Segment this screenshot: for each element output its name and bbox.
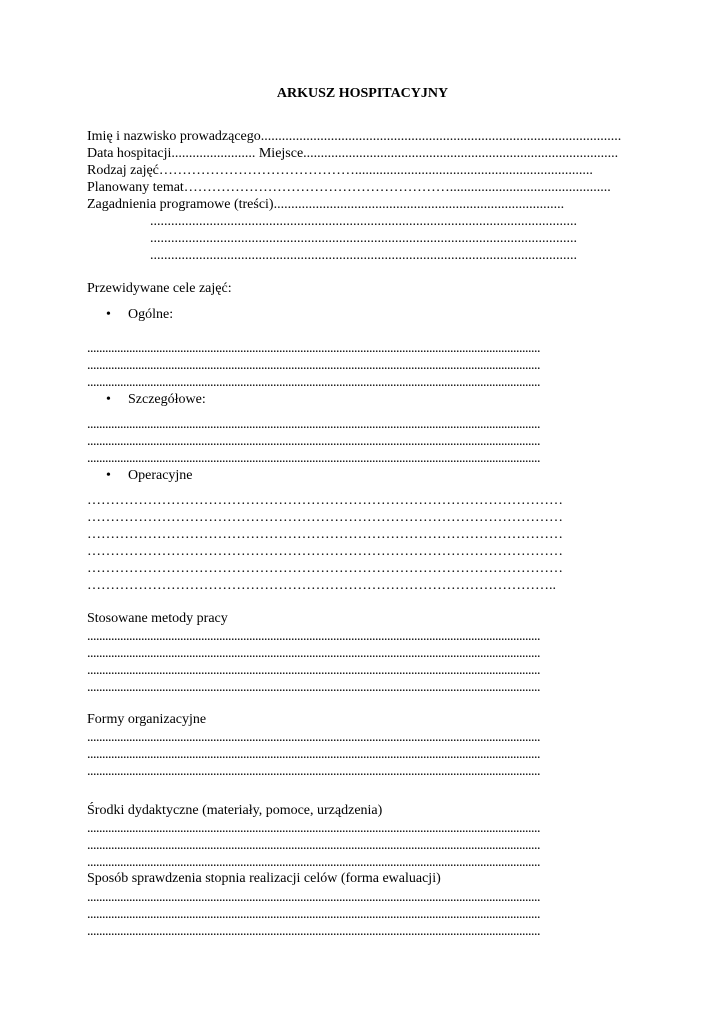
- program-topics-line[interactable]: ..........................................................................................................................: [150, 248, 577, 263]
- specific-goals-line[interactable]: .......................................................................................................................................................: [87, 451, 540, 466]
- operational-goals-line[interactable]: …………………………………………………………………………………………: [87, 544, 563, 559]
- general-goals-line[interactable]: .......................................................................................................................................................: [87, 341, 540, 356]
- forms-line[interactable]: .......................................................................................................................................................: [87, 747, 540, 762]
- operational-goals-line[interactable]: …………………………………………………………………………………………: [87, 510, 563, 525]
- bullet-icon: •: [106, 392, 111, 407]
- teacher-name-field[interactable]: Imię i nazwisko prowadzącego.......................................................................................................: [87, 129, 622, 144]
- means-line[interactable]: .......................................................................................................................................................: [87, 838, 540, 853]
- program-topics-line[interactable]: ..........................................................................................................................: [150, 231, 577, 246]
- general-goals-label: Ogólne:: [128, 307, 174, 322]
- document-title: ARKUSZ HOSPITACYJNY: [276, 86, 449, 101]
- bullet-icon: •: [106, 307, 111, 322]
- evaluation-heading: Sposób sprawdzenia stopnia realizacji celów (forma ewaluacji): [87, 871, 441, 886]
- means-line[interactable]: .......................................................................................................................................................: [87, 821, 540, 836]
- forms-line[interactable]: .......................................................................................................................................................: [87, 764, 540, 779]
- program-topics-field[interactable]: Zagadnienia programowe (treści)...................................................................................: [87, 197, 565, 212]
- methods-line[interactable]: .......................................................................................................................................................: [87, 629, 540, 644]
- specific-goals-item: [106, 391, 206, 408]
- planned-topic-field[interactable]: Planowany temat…………………………………………………..............................................: [87, 180, 611, 195]
- methods-heading: Stosowane metody pracy: [87, 611, 228, 626]
- operational-goals-item: [106, 467, 193, 484]
- goals-heading: Przewidywane cele zajęć:: [87, 281, 232, 296]
- general-goals-item: [106, 306, 173, 323]
- means-line[interactable]: .......................................................................................................................................................: [87, 855, 540, 870]
- methods-line[interactable]: .......................................................................................................................................................: [87, 680, 540, 695]
- forms-line[interactable]: .......................................................................................................................................................: [87, 730, 540, 745]
- methods-line[interactable]: .......................................................................................................................................................: [87, 663, 540, 678]
- evaluation-line[interactable]: .......................................................................................................................................................: [87, 924, 540, 939]
- program-topics-line[interactable]: ..........................................................................................................................: [150, 214, 577, 229]
- forms-heading: Formy organizacyjne: [87, 712, 207, 727]
- specific-goals-line[interactable]: .......................................................................................................................................................: [87, 434, 540, 449]
- bullet-icon: •: [106, 468, 111, 483]
- general-goals-line[interactable]: .......................................................................................................................................................: [87, 375, 540, 390]
- means-heading: Środki dydaktyczne (materiały, pomoce, urządzenia): [87, 803, 383, 818]
- operational-goals-label: Operacyjne: [128, 468, 193, 483]
- operational-goals-line[interactable]: …………………………………………………………………………………………: [87, 493, 563, 508]
- date-place-field[interactable]: Data hospitacji........................ Miejsce..........................................................................................: [87, 146, 619, 161]
- evaluation-line[interactable]: .......................................................................................................................................................: [87, 890, 540, 905]
- operational-goals-line[interactable]: …………………………………………………………………………………………: [87, 561, 563, 576]
- class-type-field[interactable]: Rodzaj zajęć……………………………………....................................................................: [87, 163, 593, 178]
- specific-goals-label: Szczegółowe:: [128, 392, 206, 407]
- methods-line[interactable]: .......................................................................................................................................................: [87, 646, 540, 661]
- general-goals-line[interactable]: .......................................................................................................................................................: [87, 358, 540, 373]
- evaluation-line[interactable]: .......................................................................................................................................................: [87, 907, 540, 922]
- operational-goals-line[interactable]: …………………………………………………………………………………………: [87, 527, 563, 542]
- operational-goals-line[interactable]: ………………………………………………………………………………………..: [87, 578, 556, 593]
- specific-goals-line[interactable]: .......................................................................................................................................................: [87, 417, 540, 432]
